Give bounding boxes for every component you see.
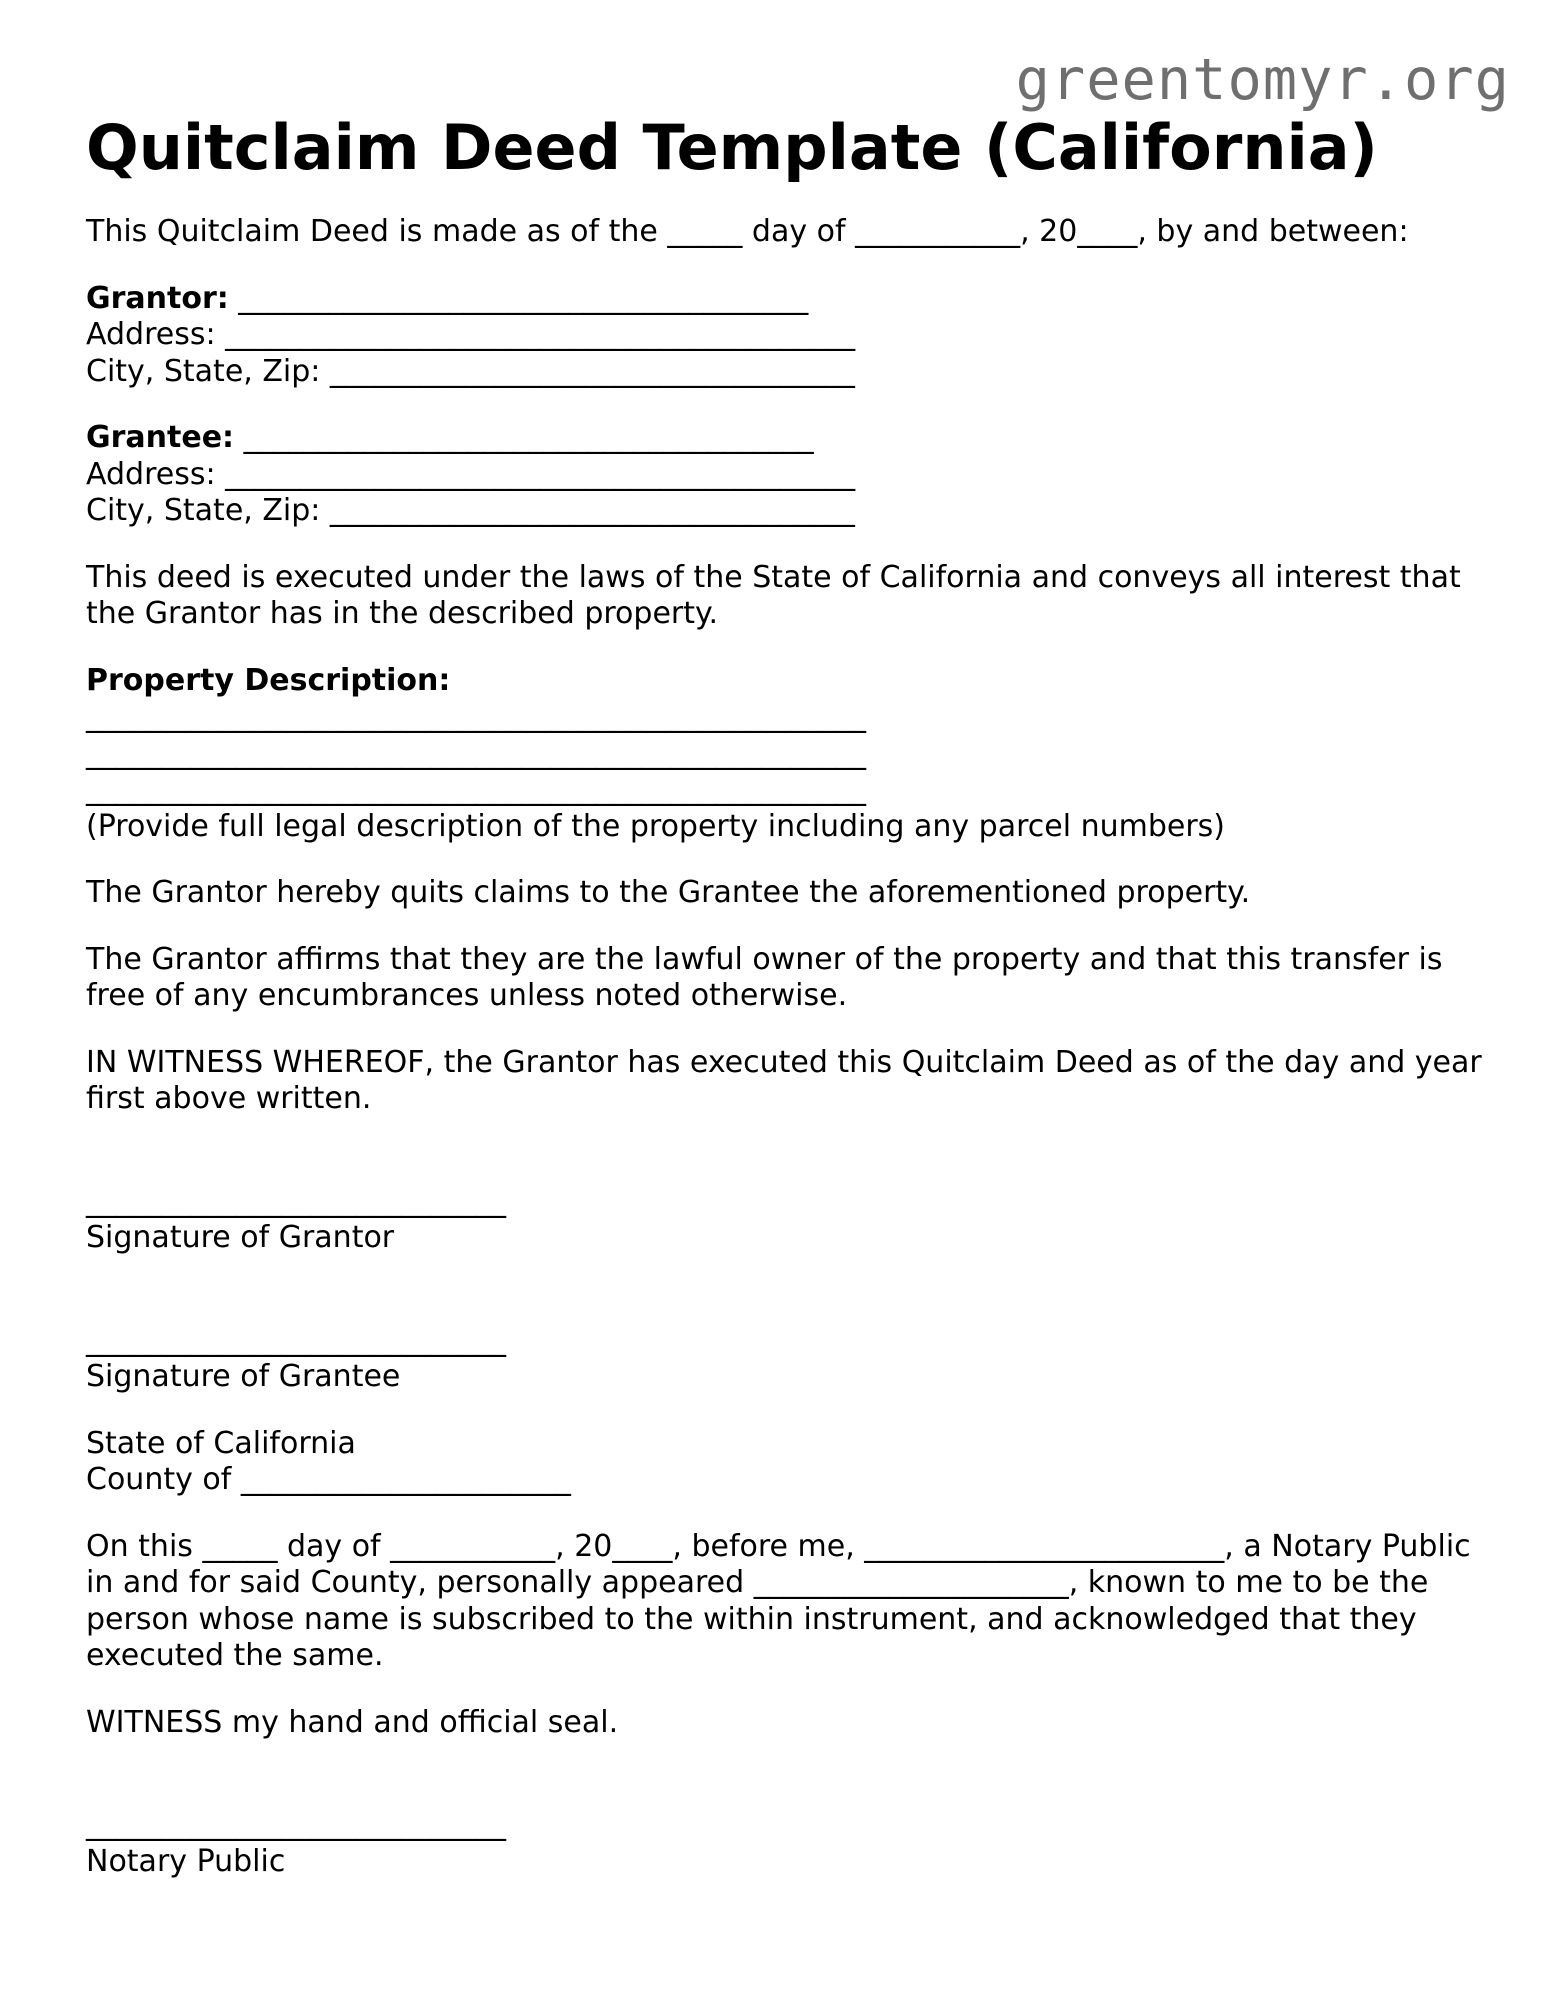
laws-statement: This deed is executed under the laws of the State of California and conveys all interest that the Grantor has in the described property. [86,559,1461,631]
grantee-block [86,420,1486,530]
grantor-signature-label: Signature of Grantor [86,1220,395,1255]
property-description-heading: Property Description: [86,662,451,698]
grantor-block [86,281,1486,391]
grantee-signature-block [86,1323,1486,1396]
grantor-name-row [86,281,1486,318]
grantee-name-line: ______________________________________ [234,420,814,455]
property-description-line: ____________________________________________________ [86,699,866,734]
notary-signature-block [86,1807,1486,1880]
grantee-label: Grantee: [86,420,235,455]
grantee-city-state-zip-row: City, State, Zip: ___________________________________ [86,493,855,528]
document-title: Quitclaim Deed Template (California) [86,111,1378,184]
notary-county: County of ______________________ [86,1462,571,1497]
property-description-line: ____________________________________________________ [86,772,866,807]
witness-whereof-paragraph: IN WITNESS WHEREOF, the Grantor has executed this Quitclaim Deed as of the day and year first above written. [86,1044,1482,1116]
property-description-line: ____________________________________________________ [86,735,866,771]
grantee-address-row: Address: __________________________________________ [86,456,856,492]
notary-venue-block [86,1426,1486,1499]
document-body [86,214,1486,1880]
witness-seal-statement: WITNESS my hand and official seal. [86,1704,619,1740]
notary-signature-label: Notary Public [86,1843,286,1879]
watermark: greentomyr.org [1015,47,1510,113]
document-page [86,108,1486,1880]
grantor-signature-block [86,1184,1486,1257]
grantor-signature-line: ____________________________ [86,1183,506,1219]
notary-acknowledgment: On this _____ day of ___________, 20____, before me, ________________________, a Notary Public in and for said County, personally appeared _____________________, known to me to be the person whose name is subscribed to the within instrument, and acknowledged that they executed the same. [86,1528,1471,1673]
grantee-name-row [86,420,1486,457]
intro-paragraph: This Quitclaim Deed is made as of the _____ day of ___________, 20____, by and between: [86,214,1409,249]
affirmation-paragraph: The Grantor affirms that they are the lawful owner of the property and that this transfer is free of any encumbrances unless noted otherwise. [86,941,1443,1013]
grantor-name-line: ______________________________________ [228,280,809,316]
notary-signature-line: ____________________________ [86,1807,506,1842]
property-description-block [86,663,1486,846]
property-description-note: (Provide full legal description of the property including any parcel numbers) [86,808,1226,844]
grantee-signature-line: ____________________________ [86,1322,506,1358]
grantor-city-state-zip-row: City, State, Zip: ___________________________________ [86,353,855,389]
grantor-label: Grantor: [86,280,229,316]
grantor-address-row: Address: __________________________________________ [86,317,856,352]
quitclaim-statement: The Grantor hereby quits claims to the Grantee the aforementioned property. [86,875,1251,910]
grantee-signature-label: Signature of Grantee [86,1359,401,1394]
notary-state: State of California [86,1425,356,1461]
